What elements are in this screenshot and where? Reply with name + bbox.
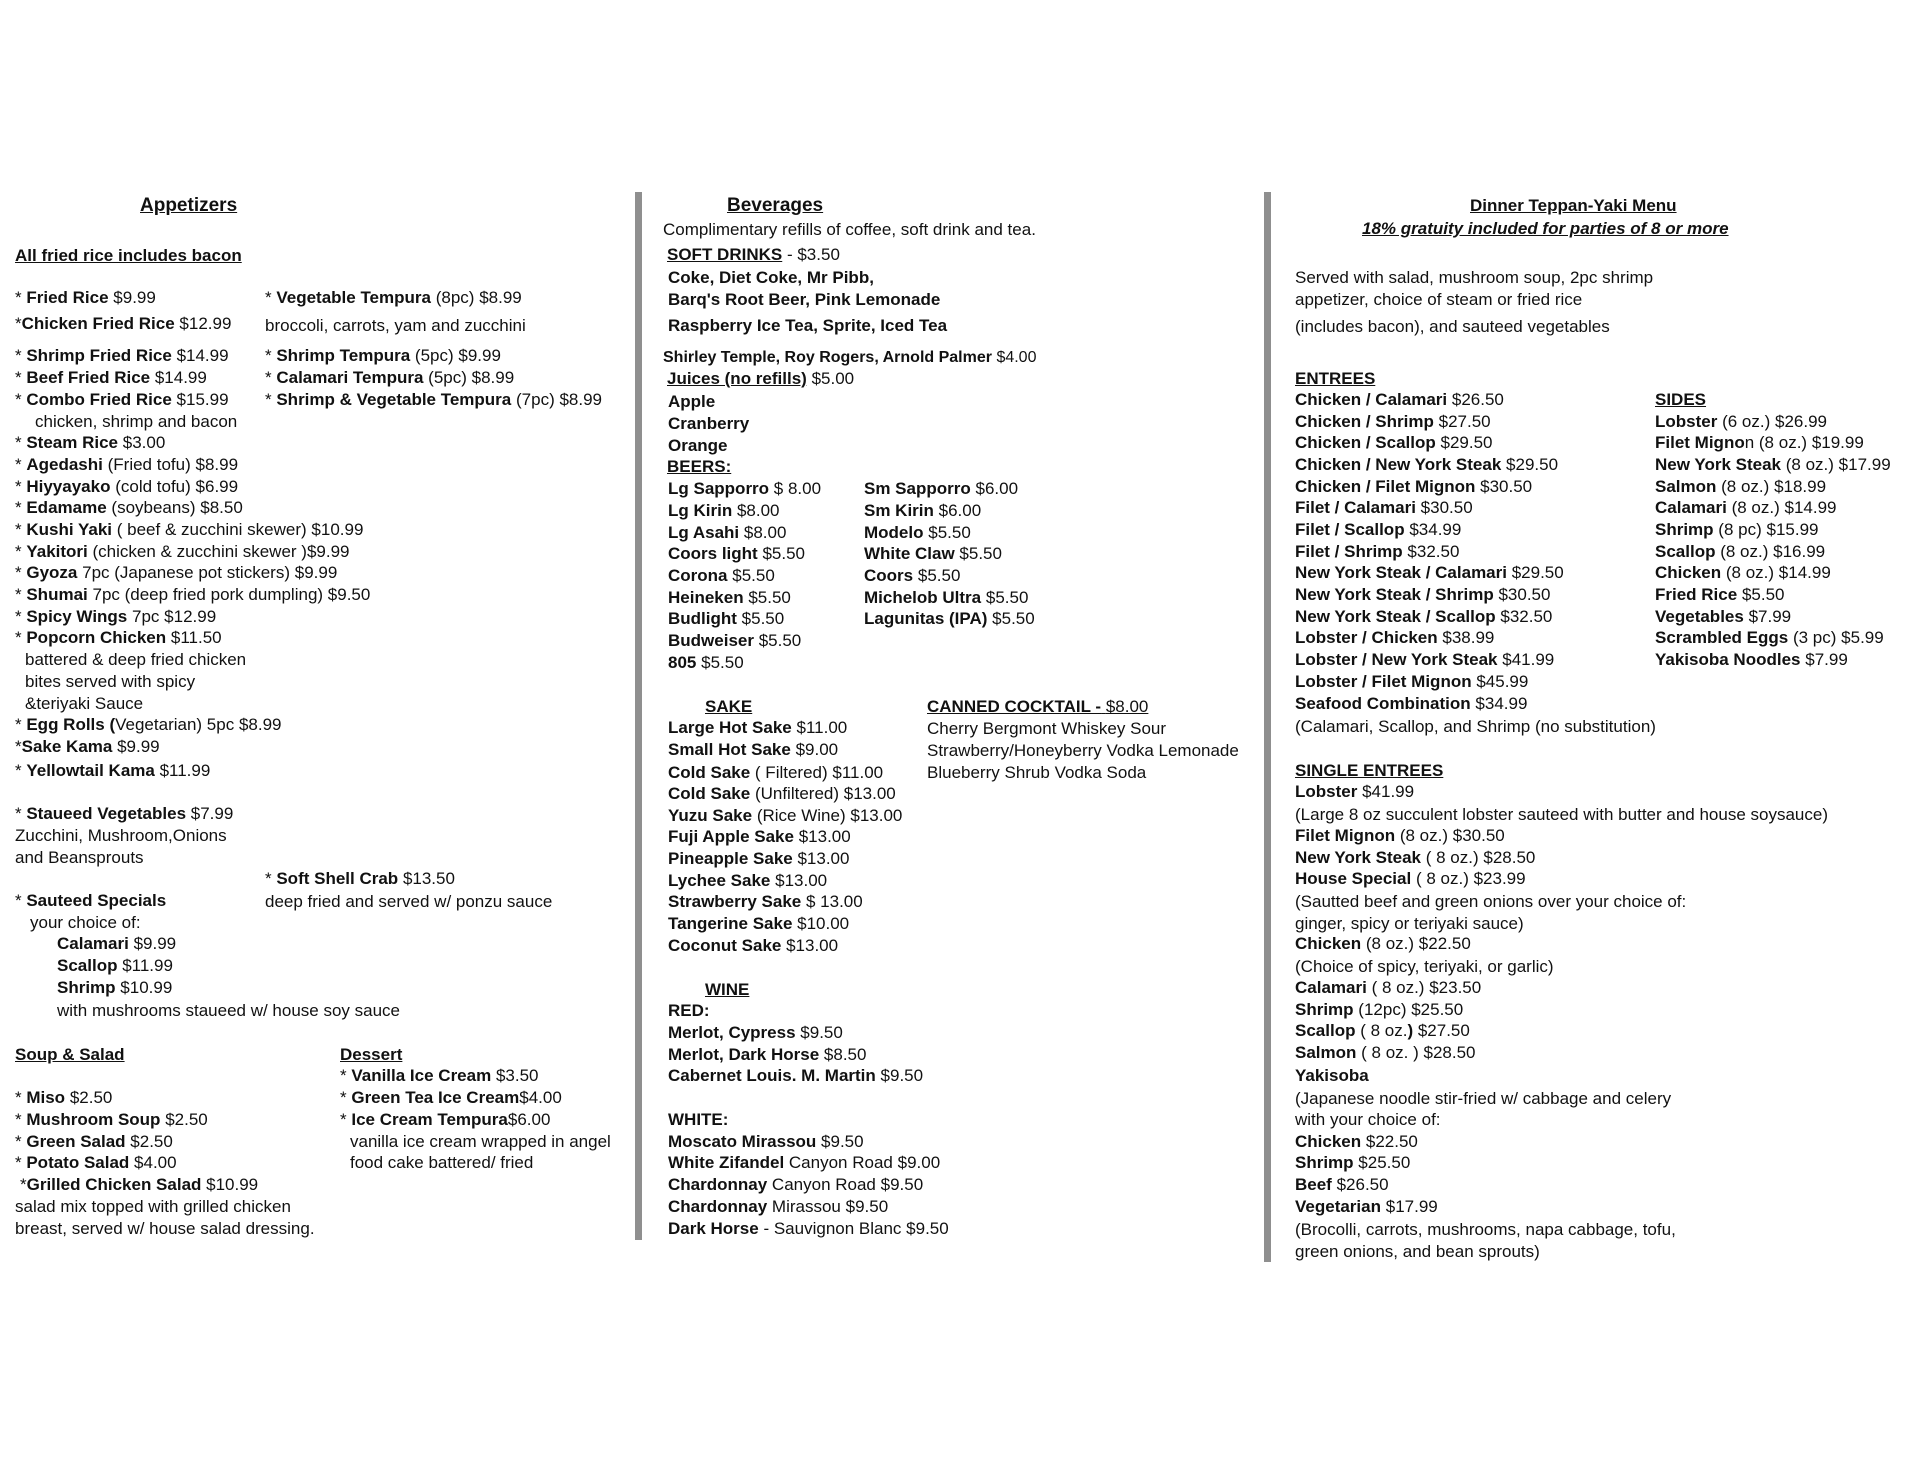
menu-item: * Yellowtail Kama $11.99: [15, 761, 211, 780]
menu-item-desc: breast, served w/ house salad dressing.: [15, 1219, 315, 1238]
entree-item: Lobster / Filet Mignon $45.99: [1295, 672, 1529, 691]
wine-header: WINE: [705, 980, 750, 999]
sake-item: Yuzu Sake (Rice Wine) $13.00: [668, 806, 903, 825]
appetizers-title: Appetizers: [140, 195, 238, 216]
menu-item: * Sauteed Specials: [15, 891, 167, 910]
menu-item: * Green Tea Ice Cream$4.00: [340, 1088, 562, 1107]
beer-item: Coors light $5.50: [668, 544, 805, 563]
wine-item: Chardonnay Mirassou $9.50: [668, 1197, 889, 1216]
beer-item: Budlight $5.50: [668, 609, 785, 628]
single-entree-item: Scallop ( 8 oz.) $27.50: [1295, 1021, 1470, 1040]
entree-item: Chicken / Filet Mignon $30.50: [1295, 477, 1533, 496]
menu-item: * Popcorn Chicken $11.50: [15, 628, 222, 647]
menu-item: * Potato Salad $4.00: [15, 1153, 177, 1172]
specialty-drinks: Shirley Temple, Roy Rogers, Arnold Palmer $4.00: [663, 349, 1037, 366]
sake-item: Fuji Apple Sake $13.00: [668, 827, 851, 846]
sake-item: Cold Sake ( Filtered) $11.00: [668, 763, 884, 782]
yakisoba-option: Vegetarian $17.99: [1295, 1197, 1438, 1216]
entrees-header: ENTREES: [1295, 369, 1376, 388]
menu-item: * Gyoza 7pc (Japanese pot stickers) $9.99: [15, 563, 338, 582]
single-entree-item: Salmon ( 8 oz. ) $28.50: [1295, 1043, 1476, 1062]
menu-item: * Shrimp & Vegetable Tempura (7pc) $8.99: [265, 390, 603, 409]
wine-item: White Zifandel Canyon Road $9.00: [668, 1153, 941, 1172]
side-item: Scrambled Eggs (3 pc) $5.99: [1655, 628, 1884, 647]
entree-item: Chicken / New York Steak $29.50: [1295, 455, 1559, 474]
yakisoba-option: Beef $26.50: [1295, 1175, 1389, 1194]
sake-item: Large Hot Sake $11.00: [668, 718, 848, 737]
menu-item: * Shumai 7pc (deep fried pork dumpling) $9.50: [15, 585, 371, 604]
menu-item: * Calamari Tempura (5pc) $8.99: [265, 368, 515, 387]
menu-item: *Chicken Fried Rice $12.99: [15, 314, 232, 333]
soup-salad-title: Soup & Salad: [15, 1045, 125, 1064]
menu-item: *Sake Kama $9.99: [15, 737, 160, 756]
side-item: Salmon (8 oz.) $18.99: [1655, 477, 1827, 496]
juice-item: Cranberry: [668, 414, 750, 433]
soft-drinks-line: Raspberry Ice Tea, Sprite, Iced Tea: [668, 316, 948, 335]
single-entree-desc: with your choice of:: [1295, 1110, 1441, 1129]
menu-item: * Green Salad $2.50: [15, 1132, 173, 1151]
menu-item: * Miso $2.50: [15, 1088, 113, 1107]
single-entree-item: Shrimp (12pc) $25.50: [1295, 1000, 1464, 1019]
served-with: Served with salad, mushroom soup, 2pc shrimp: [1295, 268, 1654, 287]
entree-item: New York Steak / Scallop $32.50: [1295, 607, 1553, 626]
menu-item: * Shrimp Fried Rice $14.99: [15, 346, 229, 365]
single-entree-desc: ginger, spicy or teriyaki sauce): [1295, 914, 1524, 933]
entree-item: Lobster / Chicken $38.99: [1295, 628, 1495, 647]
single-entree-item: New York Steak ( 8 oz.) $28.50: [1295, 848, 1536, 867]
menu-item: * Steam Rice $3.00: [15, 433, 166, 452]
yakisoba-option: Shrimp $25.50: [1295, 1153, 1411, 1172]
wine-item: Chardonnay Canyon Road $9.50: [668, 1175, 924, 1194]
gratuity-note: 18% gratuity included for parties of 8 or more: [1362, 219, 1729, 238]
single-entree-desc: (Large 8 oz succulent lobster sauteed with butter and house soysauce): [1295, 805, 1828, 824]
entree-item: Filet / Shrimp $32.50: [1295, 542, 1460, 561]
single-entree-desc: green onions, and bean sprouts): [1295, 1242, 1540, 1261]
cocktail-item: Blueberry Shrub Vodka Soda: [927, 763, 1147, 782]
menu-item: * Edamame (soybeans) $8.50: [15, 498, 243, 517]
dinner-title: Dinner Teppan-Yaki Menu: [1470, 196, 1677, 215]
menu-item-desc: &teriyaki Sauce: [25, 694, 144, 713]
beer-item: White Claw $5.50: [864, 544, 1002, 563]
juice-item: Orange: [668, 436, 728, 455]
side-item: Calamari (8 oz.) $14.99: [1655, 498, 1837, 517]
menu-item: * Hiyyayako (cold tofu) $6.99: [15, 477, 239, 496]
canned-cocktail-header: CANNED COCKTAIL - $8.00: [927, 697, 1149, 716]
juice-item: Apple: [668, 392, 716, 411]
beer-item: Lg Asahi $8.00: [668, 523, 787, 542]
menu-item-desc: deep fried and served w/ ponzu sauce: [265, 892, 553, 911]
menu-item: Shrimp $10.99: [57, 978, 173, 997]
menu-item: * Spicy Wings 7pc $12.99: [15, 607, 217, 626]
menu-item-desc: food cake battered/ fried: [350, 1153, 534, 1172]
menu-item: * Ice Cream Tempura$6.00: [340, 1110, 551, 1129]
wine-item: Cabernet Louis. M. Martin $9.50: [668, 1066, 924, 1085]
sides-header: SIDES: [1655, 390, 1707, 409]
menu-item-desc: bites served with spicy: [25, 672, 196, 691]
menu-item: * Staueed Vegetables $7.99: [15, 804, 234, 823]
beer-item: Lg Kirin $8.00: [668, 501, 780, 520]
beer-item: Sm Sapporro $6.00: [864, 479, 1019, 498]
cocktail-item: Strawberry/Honeyberry Vodka Lemonade: [927, 741, 1239, 760]
beer-item: Corona $5.50: [668, 566, 775, 585]
entree-item: Lobster / New York Steak $41.99: [1295, 650, 1555, 669]
sake-item: Cold Sake (Unfiltered) $13.00: [668, 784, 896, 803]
menu-item: * Agedashi (Fried tofu) $8.99: [15, 455, 239, 474]
sake-item: Lychee Sake $13.00: [668, 871, 828, 890]
dessert-title: Dessert: [340, 1045, 403, 1064]
menu-item-desc: chicken, shrimp and bacon: [35, 412, 238, 431]
menu-item: * Yakitori (chicken & zucchini skewer )$9.99: [15, 542, 350, 561]
menu-item: * Beef Fried Rice $14.99: [15, 368, 207, 387]
beverages-note: Complimentary refills of coffee, soft drink and tea.: [663, 220, 1036, 239]
wine-item: Merlot, Dark Horse $8.50: [668, 1045, 867, 1064]
yakisoba-option: Chicken $22.50: [1295, 1132, 1418, 1151]
menu-item-desc: Zucchini, Mushroom,Onions: [15, 826, 227, 845]
menu-item-desc: salad mix topped with grilled chicken: [15, 1197, 291, 1216]
entree-item: New York Steak / Shrimp $30.50: [1295, 585, 1551, 604]
juices-header: Juices (no refills) $5.00: [667, 369, 855, 388]
beer-item: Lg Sapporro $ 8.00: [668, 479, 822, 498]
single-entree-item: Filet Mignon (8 oz.) $30.50: [1295, 826, 1505, 845]
entree-item: Chicken / Shrimp $27.50: [1295, 412, 1491, 431]
entree-item: Chicken / Calamari $26.50: [1295, 390, 1504, 409]
side-item: Lobster (6 oz.) $26.99: [1655, 412, 1827, 431]
side-item: Chicken (8 oz.) $14.99: [1655, 563, 1831, 582]
wine-item: Moscato Mirassou $9.50: [668, 1132, 864, 1151]
single-entree-desc: (Brocolli, carrots, mushrooms, napa cabbage, tofu,: [1295, 1220, 1676, 1239]
side-item: Vegetables $7.99: [1655, 607, 1792, 626]
menu-item: * Soft Shell Crab $13.50: [265, 869, 455, 888]
beer-item: Lagunitas (IPA) $5.50: [864, 609, 1035, 628]
beer-item: Coors $5.50: [864, 566, 961, 585]
side-item: Filet Mignon (8 oz.) $19.99: [1655, 433, 1864, 452]
menu-item-desc: broccoli, carrots, yam and zucchini: [265, 316, 526, 335]
single-entree-desc: (Japanese noodle stir-fried w/ cabbage and celery: [1295, 1089, 1672, 1108]
wine-red-label: RED:: [668, 1001, 710, 1020]
sake-item: Tangerine Sake $10.00: [668, 914, 850, 933]
entree-item: Filet / Calamari $30.50: [1295, 498, 1473, 517]
menu-item: * Fried Rice $9.99: [15, 288, 156, 307]
menu-item: * Egg Rolls (Vegetarian) 5pc $8.99: [15, 715, 282, 734]
entree-item: Chicken / Scallop $29.50: [1295, 433, 1493, 452]
fried-rice-note: All fried rice includes bacon: [15, 246, 242, 265]
menu-item: * Vegetable Tempura (8pc) $8.99: [265, 288, 522, 307]
menu-item: * Mushroom Soup $2.50: [15, 1110, 208, 1129]
side-item: Fried Rice $5.50: [1655, 585, 1785, 604]
sake-header: SAKE: [705, 697, 753, 716]
beverages-title: Beverages: [727, 195, 824, 216]
soft-drinks-line: Coke, Diet Coke, Mr Pibb,: [668, 268, 874, 287]
menu-item: Calamari $9.99: [57, 934, 177, 953]
single-entree-item: Calamari ( 8 oz.) $23.50: [1295, 978, 1482, 997]
menu-item: * Vanilla Ice Cream $3.50: [340, 1066, 539, 1085]
beer-item: Michelob Ultra $5.50: [864, 588, 1029, 607]
side-item: Scallop (8 oz.) $16.99: [1655, 542, 1826, 561]
beer-item: Sm Kirin $6.00: [864, 501, 982, 520]
menu-item: *Grilled Chicken Salad $10.99: [20, 1175, 259, 1194]
single-entree-item: House Special ( 8 oz.) $23.99: [1295, 869, 1526, 888]
single-entree-desc: (Sautted beef and green onions over your choice of:: [1295, 892, 1687, 911]
entree-item: New York Steak / Calamari $29.50: [1295, 563, 1564, 582]
single-entree-item: Lobster $41.99: [1295, 782, 1415, 801]
single-entree-item: Chicken (8 oz.) $22.50: [1295, 934, 1471, 953]
single-entree-desc: (Choice of spicy, teriyaki, or garlic): [1295, 957, 1554, 976]
menu-item: Scallop $11.99: [57, 956, 173, 975]
sake-item: Pineapple Sake $13.00: [668, 849, 850, 868]
menu-item-desc: your choice of:: [30, 913, 141, 932]
beer-item: Budweiser $5.50: [668, 631, 802, 650]
sake-item: Coconut Sake $13.00: [668, 936, 839, 955]
entree-item: Seafood Combination $34.99: [1295, 694, 1528, 713]
sake-item: Strawberry Sake $ 13.00: [668, 892, 863, 911]
served-with: appetizer, choice of steam or fried rice: [1295, 290, 1583, 309]
served-with: (includes bacon), and sauteed vegetables: [1295, 317, 1610, 336]
wine-item: Merlot, Cypress $9.50: [668, 1023, 843, 1042]
menu-item: * Shrimp Tempura (5pc) $9.99: [265, 346, 501, 365]
menu-item: * Kushi Yaki ( beef & zucchini skewer) $10.99: [15, 520, 364, 539]
menu-item-desc: and Beansprouts: [15, 848, 144, 867]
seafood-note: (Calamari, Scallop, and Shrimp (no substitution): [1295, 717, 1656, 736]
menu-item: * Combo Fried Rice $15.99: [15, 390, 229, 409]
column-divider: [1264, 192, 1271, 1262]
menu-item-desc: with mushrooms staueed w/ house soy sauce: [57, 1001, 401, 1020]
side-item: Shrimp (8 pc) $15.99: [1655, 520, 1819, 539]
menu-item-desc: vanilla ice cream wrapped in angel: [350, 1132, 611, 1151]
beers-header: BEERS:: [667, 457, 732, 476]
menu-item-desc: battered & deep fried chicken: [25, 650, 247, 669]
single-entrees-header: SINGLE ENTREES: [1295, 761, 1444, 780]
entree-item: Filet / Scallop $34.99: [1295, 520, 1462, 539]
soft-drinks-header: SOFT DRINKS - $3.50: [667, 245, 840, 264]
beer-item: 805 $5.50: [668, 653, 744, 672]
cocktail-item: Cherry Bergmont Whiskey Sour: [927, 719, 1167, 738]
sake-item: Small Hot Sake $9.00: [668, 740, 839, 759]
side-item: New York Steak (8 oz.) $17.99: [1655, 455, 1891, 474]
beer-item: Heineken $5.50: [668, 588, 791, 607]
single-entree-item: Yakisoba: [1295, 1066, 1369, 1085]
side-item: Yakisoba Noodles $7.99: [1655, 650, 1848, 669]
beer-item: Modelo $5.50: [864, 523, 971, 542]
wine-white-label: WHITE:: [668, 1110, 729, 1129]
wine-item: Dark Horse - Sauvignon Blanc $9.50: [668, 1219, 949, 1238]
column-divider: [635, 192, 642, 1240]
soft-drinks-line: Barq's Root Beer, Pink Lemonade: [668, 290, 941, 309]
